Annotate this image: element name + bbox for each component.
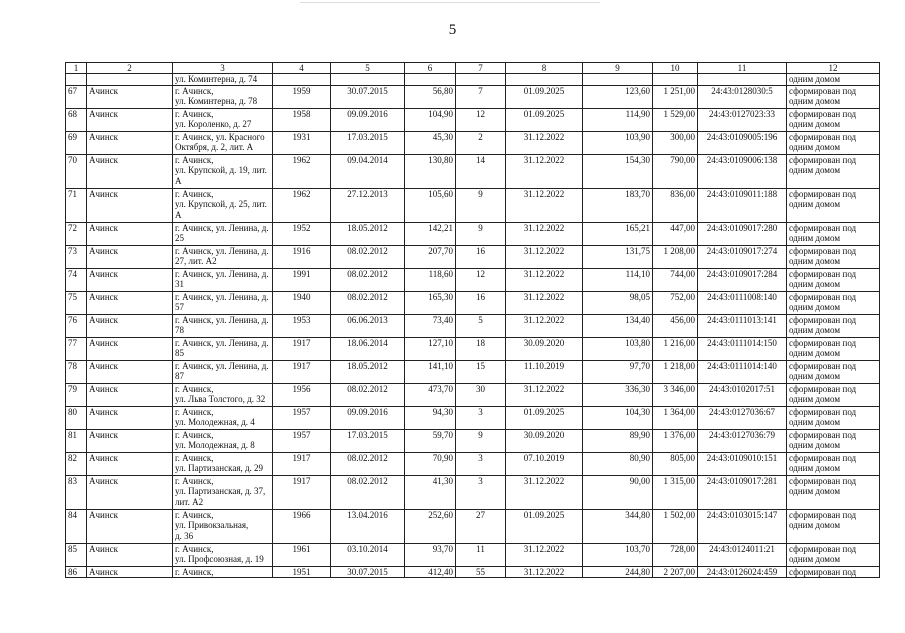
cell-city: Ачинск xyxy=(87,543,173,566)
cell-area: 412,40 xyxy=(405,566,456,578)
cell-address: ул. Коминтерна, д. 74 xyxy=(173,74,273,86)
cell-plot-status: сформирован под одним домом xyxy=(787,475,880,509)
cell-date-recognized: 09.09.2016 xyxy=(331,406,405,429)
cell-address: г. Ачинск, ул. Профсоюзная, д. 19 xyxy=(173,543,273,566)
cell-area: 94,30 xyxy=(405,406,456,429)
cell-row-number: 67 xyxy=(66,85,87,108)
cell-cadastral-number: 24:43:0128030:5 xyxy=(698,85,787,108)
cell-row-number: 83 xyxy=(66,475,87,509)
cell-land-plot-area: 836,00 xyxy=(653,188,698,222)
cell-land-area: 134,40 xyxy=(583,314,653,337)
cell-row-number: 73 xyxy=(66,245,87,268)
cell-resettlement-date: 30.09.2020 xyxy=(506,337,583,360)
cell-city: Ачинск xyxy=(87,188,173,222)
cell-date-recognized: 08.02.2012 xyxy=(331,245,405,268)
cell-plot-status: сформирован под одним домом xyxy=(787,108,880,131)
cell-land-plot-area: 1 315,00 xyxy=(653,475,698,509)
cell-land-plot-area: 2 207,00 xyxy=(653,566,698,578)
cell-land-plot-area: 728,00 xyxy=(653,543,698,566)
cell-land-plot-area: 790,00 xyxy=(653,154,698,188)
cell-row-number: 81 xyxy=(66,429,87,452)
cell-plot-status: сформирован под одним домом xyxy=(787,291,880,314)
cell-date-recognized: 09.04.2014 xyxy=(331,154,405,188)
cell-land-plot-area: 752,00 xyxy=(653,291,698,314)
cell-city: Ачинск xyxy=(87,268,173,291)
cell-resettlement-date: 07.10.2019 xyxy=(506,452,583,475)
cell-city: Ачинск xyxy=(87,509,173,543)
cell-date-recognized: 09.09.2016 xyxy=(331,108,405,131)
cell-status: одним домом xyxy=(787,74,880,86)
cell-city: Ачинск xyxy=(87,360,173,383)
cell-land-area: 103,70 xyxy=(583,543,653,566)
cell-row-number: 78 xyxy=(66,360,87,383)
cell-city: Ачинск xyxy=(87,475,173,509)
cell-cadastral-number: 24:43:0109017:281 xyxy=(698,475,787,509)
table-row xyxy=(66,188,880,222)
cell-plot-status: сформирован под одним домом xyxy=(787,222,880,245)
cell-land-area: 103,80 xyxy=(583,337,653,360)
cell-area: 207,70 xyxy=(405,245,456,268)
cell-year-built: 1940 xyxy=(273,291,331,314)
cell-year-built: 1966 xyxy=(273,509,331,543)
cell-resettlement-date: 31.12.2022 xyxy=(506,188,583,222)
cell-plot-status: сформирован под одним домом xyxy=(787,314,880,337)
table-row xyxy=(66,406,880,429)
table-row xyxy=(66,131,880,154)
cell-cadastral-number: 24:43:0109010:151 xyxy=(698,452,787,475)
column-header-2: 2 xyxy=(87,63,173,74)
cell-address: г. Ачинск, ул. Льва Толстого, д. 32 xyxy=(173,383,273,406)
cell-city: Ачинск xyxy=(87,154,173,188)
table-row xyxy=(66,383,880,406)
cell-cadastral-number: 24:43:0109017:274 xyxy=(698,245,787,268)
cell-date-recognized: 08.02.2012 xyxy=(331,383,405,406)
cell-residents: 9 xyxy=(456,188,506,222)
cell-date-recognized: 03.10.2014 xyxy=(331,543,405,566)
column-header-11: 11 xyxy=(698,63,787,74)
cell-row-number: 79 xyxy=(66,383,87,406)
cell-resettlement-date: 31.12.2022 xyxy=(506,314,583,337)
cell-cadastral-number: 24:43:0109005:196 xyxy=(698,131,787,154)
cell-year-built: 1962 xyxy=(273,154,331,188)
cell-area: 45,30 xyxy=(405,131,456,154)
cell-year-built: 1957 xyxy=(273,406,331,429)
cell-date-recognized: 08.02.2012 xyxy=(331,475,405,509)
cell-address: г. Ачинск, ул. Крупской, д. 25, лит. А xyxy=(173,188,273,222)
table-row xyxy=(66,509,880,543)
cell-date-recognized: 13.04.2016 xyxy=(331,509,405,543)
cell-row-number: 82 xyxy=(66,452,87,475)
table-row xyxy=(66,85,880,108)
cell-cadastral-number: 24:43:0102017:51 xyxy=(698,383,787,406)
cell-residents: 18 xyxy=(456,337,506,360)
column-header-5: 5 xyxy=(331,63,405,74)
cell-address: г. Ачинск, ул. Красного Октября, д. 2, лит. А xyxy=(173,131,273,154)
cell-land-plot-area: 1 218,00 xyxy=(653,360,698,383)
cell-residents: 12 xyxy=(456,268,506,291)
cell-row-number: 72 xyxy=(66,222,87,245)
cell-area: 165,30 xyxy=(405,291,456,314)
table-row xyxy=(66,566,880,578)
cell-plot-status: сформирован под одним домом xyxy=(787,154,880,188)
cell-land-plot-area: 1 364,00 xyxy=(653,406,698,429)
table-row xyxy=(66,452,880,475)
cell-address: г. Ачинск, ул. Ленина, д. 57 xyxy=(173,291,273,314)
cell-residents: 3 xyxy=(456,406,506,429)
cell-cadastral-number: 24:43:0126024:459 xyxy=(698,566,787,578)
table-row xyxy=(66,314,880,337)
cell-year-built: 1961 xyxy=(273,543,331,566)
cell-area: 105,60 xyxy=(405,188,456,222)
cell-row-number: 71 xyxy=(66,188,87,222)
column-header-12: 12 xyxy=(787,63,880,74)
cell-plot-status: сформирован под одним домом xyxy=(787,543,880,566)
column-header-8: 8 xyxy=(506,63,583,74)
cell-land-area: 97,70 xyxy=(583,360,653,383)
cell-land-plot-area: 1 208,00 xyxy=(653,245,698,268)
cell-year-built: 1957 xyxy=(273,429,331,452)
cell-address: г. Ачинск, ул. Коминтерна, д. 78 xyxy=(173,85,273,108)
cell-address: г. Ачинск, ул. Ленина, д. 87 xyxy=(173,360,273,383)
cell-residents: 2 xyxy=(456,131,506,154)
cell-row-number: 85 xyxy=(66,543,87,566)
cell-land-plot-area: 1 376,00 xyxy=(653,429,698,452)
cell-cadastral-number: 24:43:0111013:141 xyxy=(698,314,787,337)
cell-cadastral-number: 24:43:0124011:21 xyxy=(698,543,787,566)
cell-date-recognized: 17.03.2015 xyxy=(331,131,405,154)
cell-land-area: 154,30 xyxy=(583,154,653,188)
cell-land-area: 165,21 xyxy=(583,222,653,245)
cell-land-area: 104,30 xyxy=(583,406,653,429)
cell-residents: 9 xyxy=(456,429,506,452)
cell-address: г. Ачинск, ул. Молодежная, д. 8 xyxy=(173,429,273,452)
cell-city: Ачинск xyxy=(87,108,173,131)
cell-land-area: 90,00 xyxy=(583,475,653,509)
cell-date-recognized: 08.02.2012 xyxy=(331,268,405,291)
cell-city: Ачинск xyxy=(87,245,173,268)
cell-year-built: 1991 xyxy=(273,268,331,291)
cell-land-plot-area: 1 529,00 xyxy=(653,108,698,131)
cell-year-built: 1956 xyxy=(273,383,331,406)
cell-plot-status: сформирован под одним домом xyxy=(787,452,880,475)
cell-resettlement-date: 31.12.2022 xyxy=(506,245,583,268)
table-row xyxy=(66,360,880,383)
table-row xyxy=(66,268,880,291)
cell-land-area: 103,90 xyxy=(583,131,653,154)
column-header-10: 10 xyxy=(653,63,698,74)
cell-residents: 15 xyxy=(456,360,506,383)
cell-land-plot-area: 3 346,00 xyxy=(653,383,698,406)
cell-resettlement-date: 31.12.2022 xyxy=(506,566,583,578)
cell-plot-status: сформирован под одним домом xyxy=(787,188,880,222)
cell-residents: 3 xyxy=(456,475,506,509)
cell-land-area: 98,05 xyxy=(583,291,653,314)
cell-land-area: 183,70 xyxy=(583,188,653,222)
cell-cadastral-number: 24:43:0109006:138 xyxy=(698,154,787,188)
cell-land-plot-area: 1 502,00 xyxy=(653,509,698,543)
cell-plot-status: сформирован под одним домом xyxy=(787,429,880,452)
cell-row-number: 74 xyxy=(66,268,87,291)
cell-resettlement-date: 31.12.2022 xyxy=(506,268,583,291)
cell-resettlement-date: 11.10.2019 xyxy=(506,360,583,383)
cell-residents: 16 xyxy=(456,245,506,268)
cell-address: г. Ачинск, ул. Молодежная, д. 4 xyxy=(173,406,273,429)
cell-row-number: 75 xyxy=(66,291,87,314)
cell-address: г. Ачинск, ул. Привокзальная, д. 36 xyxy=(173,509,273,543)
cell-year-built: 1917 xyxy=(273,475,331,509)
cell-land-area: 123,60 xyxy=(583,85,653,108)
cell-city: Ачинск xyxy=(87,314,173,337)
cell-row-number: 86 xyxy=(66,566,87,578)
column-header-3: 3 xyxy=(173,63,273,74)
cell-cadastral-number: 24:43:0109017:280 xyxy=(698,222,787,245)
cell-plot-status: сформирован под одним домом xyxy=(787,268,880,291)
cell-year-built: 1931 xyxy=(273,131,331,154)
cell-year-built: 1951 xyxy=(273,566,331,578)
carry-over-row xyxy=(66,74,880,86)
cell-date-recognized: 06.06.2013 xyxy=(331,314,405,337)
cell-resettlement-date: 01.09.2025 xyxy=(506,85,583,108)
cell-plot-status: сформирован под одним домом xyxy=(787,406,880,429)
cell-date-recognized: 08.02.2012 xyxy=(331,452,405,475)
cell-area: 130,80 xyxy=(405,154,456,188)
cell-cadastral-number: 24:43:0109017:284 xyxy=(698,268,787,291)
cell-address: г. Ачинск, ул. Партизанская, д. 37, лит. А2 xyxy=(173,475,273,509)
cell-cadastral-number: 24:43:0109011:188 xyxy=(698,188,787,222)
cell-area: 142,21 xyxy=(405,222,456,245)
cell-cadastral-number: 24:43:0127036:67 xyxy=(698,406,787,429)
column-header-9: 9 xyxy=(583,63,653,74)
cell-area: 56,80 xyxy=(405,85,456,108)
cell-land-plot-area: 744,00 xyxy=(653,268,698,291)
cell-plot-status: сформирован под одним домом xyxy=(787,360,880,383)
cell-city: Ачинск xyxy=(87,131,173,154)
table-row xyxy=(66,222,880,245)
table-row xyxy=(66,108,880,131)
cell-land-plot-area: 300,00 xyxy=(653,131,698,154)
cell-plot-status: сформирован под одним домом xyxy=(787,131,880,154)
cell-address: г. Ачинск, ул. Ленина, д. 25 xyxy=(173,222,273,245)
cell-city: Ачинск xyxy=(87,337,173,360)
cell-resettlement-date: 31.12.2022 xyxy=(506,222,583,245)
cell-plot-status: сформирован под одним домом xyxy=(787,85,880,108)
cell-city: Ачинск xyxy=(87,406,173,429)
register-table xyxy=(65,62,880,578)
column-header-1: 1 xyxy=(66,63,87,74)
cell-year-built: 1959 xyxy=(273,85,331,108)
cell-date-recognized: 30.07.2015 xyxy=(331,566,405,578)
cell-land-plot-area: 1 251,00 xyxy=(653,85,698,108)
cell-residents: 27 xyxy=(456,509,506,543)
cell-city: Ачинск xyxy=(87,85,173,108)
cell-cadastral-number: 24:43:0103015:147 xyxy=(698,509,787,543)
cell-residents: 11 xyxy=(456,543,506,566)
table-row xyxy=(66,337,880,360)
table-row xyxy=(66,543,880,566)
table-row xyxy=(66,429,880,452)
cell-area: 252,60 xyxy=(405,509,456,543)
cell-address: г. Ачинск, ул. Ленина, д. 31 xyxy=(173,268,273,291)
cell-residents: 3 xyxy=(456,452,506,475)
cell-resettlement-date: 01.09.2025 xyxy=(506,509,583,543)
cell-year-built: 1916 xyxy=(273,245,331,268)
cell-date-recognized: 18.05.2012 xyxy=(331,360,405,383)
cell-land-area: 344,80 xyxy=(583,509,653,543)
cell-area: 104,90 xyxy=(405,108,456,131)
cell-residents: 9 xyxy=(456,222,506,245)
cell-residents: 16 xyxy=(456,291,506,314)
cell-resettlement-date: 01.09.2025 xyxy=(506,108,583,131)
cell-residents: 30 xyxy=(456,383,506,406)
cell-land-area: 244,80 xyxy=(583,566,653,578)
cell-row-number: 70 xyxy=(66,154,87,188)
cell-city: Ачинск xyxy=(87,566,173,578)
cell-land-area: 131,75 xyxy=(583,245,653,268)
cell-resettlement-date: 31.12.2022 xyxy=(506,154,583,188)
column-header-4: 4 xyxy=(273,63,331,74)
table-row xyxy=(66,245,880,268)
cell-address: г. Ачинск, ул. Ленина, д. 78 xyxy=(173,314,273,337)
cell-area: 127,10 xyxy=(405,337,456,360)
cell-plot-status: сформирован под одним домом xyxy=(787,337,880,360)
cell-residents: 7 xyxy=(456,85,506,108)
table-row xyxy=(66,154,880,188)
cell-resettlement-date: 31.12.2022 xyxy=(506,475,583,509)
cell-area: 93,70 xyxy=(405,543,456,566)
cell-row-number: 84 xyxy=(66,509,87,543)
cell-land-plot-area: 1 216,00 xyxy=(653,337,698,360)
cell-residents: 14 xyxy=(456,154,506,188)
cell-date-recognized: 18.05.2012 xyxy=(331,222,405,245)
cell-cadastral-number: 24:43:0127036:79 xyxy=(698,429,787,452)
cell-plot-status: сформирован под одним домом xyxy=(787,509,880,543)
cell-plot-status: сформирован под одним домом xyxy=(787,383,880,406)
cell-year-built: 1917 xyxy=(273,360,331,383)
cell-date-recognized: 30.07.2015 xyxy=(331,85,405,108)
cell-date-recognized: 18.06.2014 xyxy=(331,337,405,360)
cell-year-built: 1958 xyxy=(273,108,331,131)
cell-date-recognized: 27.12.2013 xyxy=(331,188,405,222)
cell-address: г. Ачинск, ул. Партизанская, д. 29 xyxy=(173,452,273,475)
cell-resettlement-date: 30.09.2020 xyxy=(506,429,583,452)
cell-date-recognized: 08.02.2012 xyxy=(331,291,405,314)
top-divider xyxy=(300,2,600,3)
cell-plot-status: сформирован под одним домом xyxy=(787,245,880,268)
header-row xyxy=(66,63,880,74)
cell-year-built: 1952 xyxy=(273,222,331,245)
cell-land-area: 336,30 xyxy=(583,383,653,406)
cell-cadastral-number: 24:43:0111008:140 xyxy=(698,291,787,314)
cell-row-number: 80 xyxy=(66,406,87,429)
column-header-7: 7 xyxy=(456,63,506,74)
cell-area: 73,40 xyxy=(405,314,456,337)
cell-land-plot-area: 805,00 xyxy=(653,452,698,475)
table-row xyxy=(66,291,880,314)
cell-resettlement-date: 31.12.2022 xyxy=(506,291,583,314)
cell-resettlement-date: 31.12.2022 xyxy=(506,543,583,566)
cell-area: 70,90 xyxy=(405,452,456,475)
cell-plot-status: сформирован под xyxy=(787,566,880,578)
cell-residents: 12 xyxy=(456,108,506,131)
cell-year-built: 1962 xyxy=(273,188,331,222)
cell-address: г. Ачинск, ул. Короленко, д. 27 xyxy=(173,108,273,131)
cell-area: 59,70 xyxy=(405,429,456,452)
cell-residents: 5 xyxy=(456,314,506,337)
cell-land-area: 80,90 xyxy=(583,452,653,475)
cell-residents: 55 xyxy=(456,566,506,578)
cell-land-area: 89,90 xyxy=(583,429,653,452)
cell-city: Ачинск xyxy=(87,429,173,452)
cell-city: Ачинск xyxy=(87,222,173,245)
cell-cadastral-number: 24:43:0127023:33 xyxy=(698,108,787,131)
page-number: 5 xyxy=(448,22,457,38)
cell-land-area: 114,10 xyxy=(583,268,653,291)
cell-row-number: 77 xyxy=(66,337,87,360)
cell-year-built: 1917 xyxy=(273,452,331,475)
cell-land-area: 114,90 xyxy=(583,108,653,131)
cell-area: 118,60 xyxy=(405,268,456,291)
cell-row-number: 68 xyxy=(66,108,87,131)
cell-land-plot-area: 456,00 xyxy=(653,314,698,337)
cell-resettlement-date: 31.12.2022 xyxy=(506,131,583,154)
cell-city: Ачинск xyxy=(87,383,173,406)
cell-resettlement-date: 31.12.2022 xyxy=(506,383,583,406)
cell-cadastral-number: 24:43:0111014:140 xyxy=(698,360,787,383)
cell-area: 141,10 xyxy=(405,360,456,383)
table-row xyxy=(66,475,880,509)
cell-address: г. Ачинск, ул. Ленина, д. 85 xyxy=(173,337,273,360)
cell-address: г. Ачинск, ул. Ленина, д. 27, лит. А2 xyxy=(173,245,273,268)
cell-date-recognized: 17.03.2015 xyxy=(331,429,405,452)
column-header-6: 6 xyxy=(405,63,456,74)
cell-land-plot-area: 447,00 xyxy=(653,222,698,245)
cell-year-built: 1917 xyxy=(273,337,331,360)
cell-area: 41,30 xyxy=(405,475,456,509)
cell-area: 473,70 xyxy=(405,383,456,406)
cell-resettlement-date: 01.09.2025 xyxy=(506,406,583,429)
cell-year-built: 1953 xyxy=(273,314,331,337)
cell-row-number: 69 xyxy=(66,131,87,154)
cell-cadastral-number: 24:43:0111014:150 xyxy=(698,337,787,360)
cell-city: Ачинск xyxy=(87,452,173,475)
cell-address: г. Ачинск, xyxy=(173,566,273,578)
cell-city: Ачинск xyxy=(87,291,173,314)
cell-row-number: 76 xyxy=(66,314,87,337)
cell-address: г. Ачинск, ул. Крупской, д. 19, лит. А xyxy=(173,154,273,188)
